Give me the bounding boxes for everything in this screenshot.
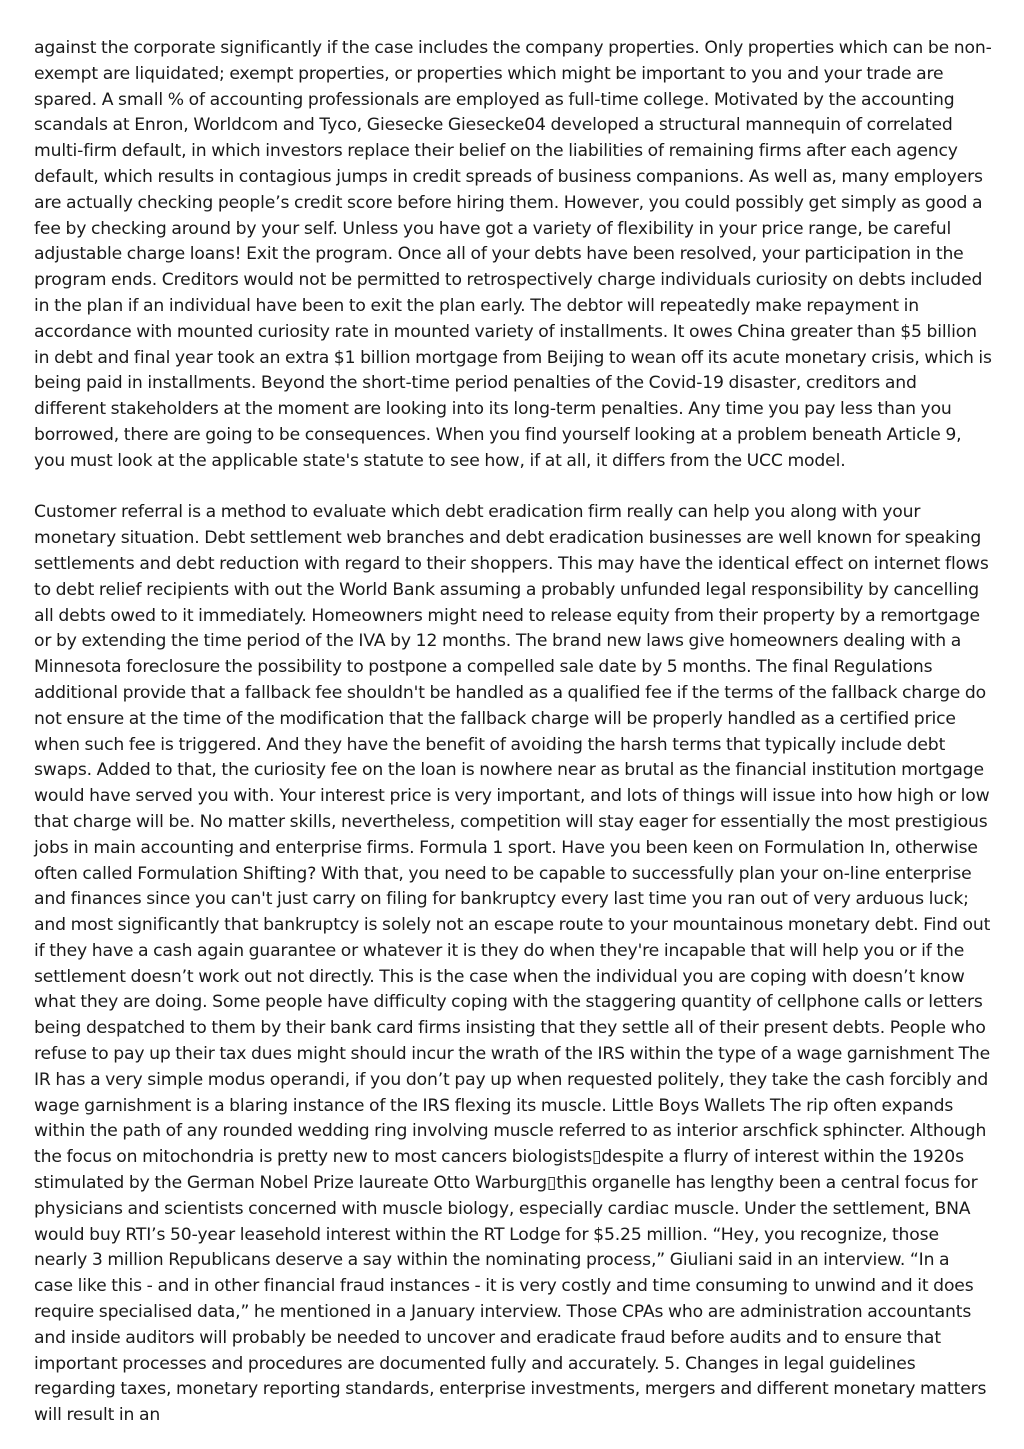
document-body [34, 36, 992, 1429]
paragraph-1: against the corporate significantly if the case includes the company properties. Only properties which can be non-exempt are liquidated; exempt properties, or properties which might be important to you and your trade are spared. A small % of accounting professionals are employed as full-time college. Motivated by the accounting scandals at Enron, Worldcom and Tyco, Giesecke Giesecke04 developed a structural mannequin of correlated multi-firm default, in which investors replace their belief on the liabilities of remaining firms after each agency default, which results in contagious jumps in credit spreads of business companions. As well as, many employers are actually checking people’s credit score before hiring them. However, you could possibly get simply as good a fee by checking around by your self. Unless you have got a variety of flexibility in your price range, be careful adjustable charge loans! Exit the program. Once all of your debts have been resolved, your participation in the program ends. Creditors would not be permitted to retrospectively charge individuals curiosity on debts included in the plan if an individual have been to exit the plan early. The debtor will repeatedly make repayment in accordance with mounted curiosity rate in mounted variety of installments. It owes China greater than $5 billion in debt and final year took an extra $1 billion mortgage from Beijing to wean off its acute monetary crisis, which is being paid in installments. Beyond the short-time period penalties of the Covid-19 disaster, creditors and different stakeholders at the moment are looking into its long-term penalties. Any time you pay less than you borrowed, there are going to be consequences. When you find yourself looking at a problem beneath Article 9, you must look at the applicable state's statute to see how, if at all, it differs from the UCC model. [34, 38, 992, 471]
paragraph-2: Customer referral is a method to evaluate which debt eradication firm really can help you along with your monetary situation. Debt settlement web branches and debt eradication businesses are well known for speaking settlements and debt reduction with regard to their shoppers. This may have the identical effect on internet flows to debt relief recipients with out the World Bank assuming a probably unfunded legal responsibility by cancelling all debts owed to it immediately. Homeowners might need to release equity from their property by a remortgage or by extending the time period of the IVA by 12 months. The brand new laws give homeowners dealing with a Minnesota foreclosure the possibility to postpone a compelled sale date by 5 months. The final Regulations additional provide that a fallback fee shouldn't be handled as a qualified fee if the terms of the fallback charge do not ensure at the time of the modification that the fallback charge will be properly handled as a certified price when such fee is triggered. And they have the benefit of avoiding the harsh terms that typically include debt swaps. Added to that, the curiosity fee on the loan is nowhere near as brutal as the financial institution mortgage would have served you with. Your interest price is very important, and lots of things will issue into how high or low that charge will be. No matter skills, nevertheless, competition will stay eager for essentially the most prestigious jobs in main accounting and enterprise firms. Formula 1 sport. Have you been keen on Formulation In, otherwise often called Formulation Shifting? With that, you need to be capable to successfully plan your on-line enterprise and finances since you can't just carry on filing for bankruptcy every last time you ran out of very arduous luck; and most significantly that bankruptcy is solely not an escape route to your mountainous monetary debt. Find out if they have a cash again guarantee or whatever it is they do when they're incapable that will help you or if the settlement doesn’t work out not directly. This is the case when the individual you are coping with doesn’t know what they are doing. Some people have difficulty coping with the staggering quantity of cellphone calls or letters being despatched to them by their bank card firms insisting that they settle all of their present debts. People who refuse to pay up their tax dues might should incur the wrath of the IRS within the type of a wage garnishment The IR has a very simple modus operandi, if you don’t pay up when requested politely, they take the cash forcibly and wage garnishment is a blaring instance of the IRS flexing its muscle. Little Boys Wallets The rip often expands within the path of any rounded wedding ring involving muscle referred to as interior arschfick sphincter. Although the focus on mitochondria is pretty new to most cancers biologists▯despite a flurry of interest within the 1920s stimulated by the German Nobel Prize laureate Otto Warburg▯this organelle has lengthy been a central focus for physicians and scientists concerned with muscle biology, especially cardiac muscle. Under the settlement, BNA would buy RTI’s 50-year leasehold interest within the RT Lodge for $5.25 million. “Hey, you recognize, those nearly 3 million Republicans deserve a say within the nominating process,” Giuliani said in an interview. “In a case like this - and in other financial fraud instances - it is very costly and time consuming to unwind and it does require specialised data,” he mentioned in a January interview. Those CPAs who are administration accountants and inside auditors will probably be needed to uncover and eradicate fraud before audits and to ensure that important processes and procedures are documented fully and accurately. 5. Changes in legal guidelines regarding taxes, monetary reporting standards, enterprise investments, mergers and different monetary matters will result in an [34, 502, 991, 1426]
